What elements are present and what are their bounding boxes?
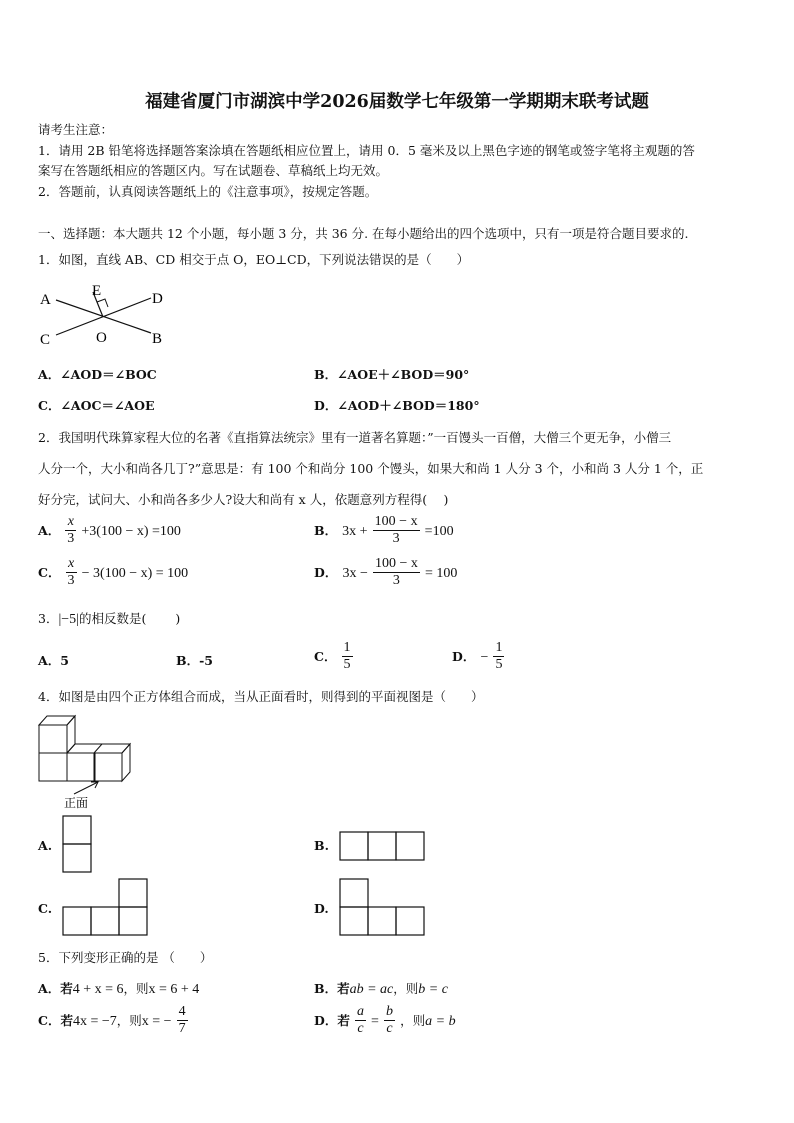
option-label: A． [38, 523, 61, 538]
fraction [384, 1004, 395, 1037]
question-1-option-b: B．∠AOE＋∠BOD＝90° [314, 367, 470, 382]
fraction [355, 1004, 366, 1037]
connector: ，则 [116, 1013, 142, 1028]
numerator: x [66, 556, 77, 573]
option-label: D． [452, 649, 476, 664]
question-1-option-d: D．∠AOD＋∠BOD＝180° [314, 398, 480, 413]
fraction [65, 514, 76, 547]
question-2-option-d [314, 556, 457, 589]
expression-prefix: 3x − [342, 566, 368, 581]
notice-item-2: 2．答题前，认真阅读答题纸上的《注意事项》，按规定答题。 [38, 184, 378, 199]
expression: − 3(100 − x) = 100 [81, 566, 189, 581]
question-2-line-1: 2．我国明代珠算家程大位的名著《直指算法统宗》里有一道著名算题：”一百馒头一百僧，大僧三个更无争，小僧三 [38, 430, 672, 445]
question-3-option-a: A．5 [38, 653, 69, 668]
denominator: 5 [495, 657, 503, 672]
option-label: A．若 [38, 981, 73, 996]
point-label-e: E [92, 283, 102, 299]
front-view-label: 正面 [64, 796, 89, 810]
question-number: 3． [38, 611, 59, 626]
question-1-option-a: A．∠AOD＝∠BOC [38, 367, 157, 382]
expression: ab = ac [349, 982, 394, 997]
numerator: 1 [495, 640, 503, 655]
fraction [177, 1004, 188, 1037]
point-label-b: B [152, 331, 163, 347]
question-5-option-a [38, 978, 199, 998]
expression: =100 [424, 524, 454, 539]
notice-heading: 请考生注意： [38, 122, 114, 137]
page-title: 福建省厦门市湖滨中学2026届数学七年级第一学期期末联考试题 [145, 92, 649, 112]
question-5-option-b [314, 978, 448, 998]
option-label: C． [314, 649, 337, 664]
numerator: 1 [343, 640, 351, 655]
question-3-option-d [452, 640, 504, 673]
fraction [66, 556, 77, 589]
question-1-option-c: C．∠AOC＝∠AOE [38, 398, 155, 413]
expression-prefix: 3x + [342, 524, 368, 539]
fraction [342, 640, 353, 673]
expression: b = c [418, 982, 448, 997]
absolute-value: |−5| [58, 612, 79, 627]
equals-sign: = [371, 1014, 379, 1029]
question-1-stem: 1．如图，直线 AB、CD 相交于点 O，EO⊥CD，下列说法错误的是（ ） [38, 252, 470, 267]
view-option-a [62, 815, 94, 875]
denominator: 5 [343, 657, 351, 672]
view-option-c [62, 878, 150, 938]
fraction [493, 640, 504, 673]
connector: ，则 [123, 981, 149, 996]
option-label: D． [314, 565, 338, 580]
connector: ，则 [393, 981, 419, 996]
minus-sign: − [480, 650, 489, 665]
expression: 4 + x = 6 [72, 982, 124, 997]
denominator: 3 [392, 531, 400, 546]
notice-item-1-line-2: 案写在答题纸相应的答题区内。写在试题卷、草稿纸上均无效。 [38, 163, 389, 178]
question-5-option-c [38, 1004, 188, 1037]
question-2-option-c [38, 556, 188, 589]
question-2-line-3: 好分完，试问大、小和尚各多少人?设大和尚有 x 人，依题意列方程得( ) [38, 492, 449, 507]
view-option-d [339, 878, 427, 938]
denominator: 7 [178, 1021, 186, 1036]
numerator: 4 [178, 1004, 186, 1019]
point-label-a: A [40, 292, 51, 308]
question-3-stem [38, 608, 180, 628]
question-4-stem: 4．如图是由四个正方体组合而成，当从正面看时，则得到的平面视图是（ ） [38, 689, 484, 704]
question-text: 的相反数是( ) [78, 611, 181, 626]
fraction [373, 514, 420, 547]
numerator: 100 − x [374, 514, 418, 529]
cube-stack-figure [36, 712, 136, 810]
option-label: C． [38, 565, 61, 580]
question-3-option-c [314, 640, 353, 673]
question-4-option-b-label: B. [314, 838, 329, 853]
denominator: 3 [67, 573, 75, 588]
numerator: b [386, 1004, 394, 1019]
numerator: x [65, 514, 76, 531]
denominator: 3 [67, 531, 75, 546]
question-4-option-d-label: D. [314, 901, 329, 916]
option-label: B．若 [314, 981, 350, 996]
denominator: c [386, 1021, 393, 1036]
question-5-stem: 5．下列变形正确的是 （ ） [38, 950, 213, 965]
question-3-option-b: B．-5 [176, 653, 213, 668]
question-4-option-c-label: C. [38, 901, 53, 916]
expression: x = − [141, 1014, 172, 1029]
section-heading: 一、选择题：本大题共 12 个小题，每小题 3 分，共 36 分. 在每小题给出的四个选项中，只有一项是符合题目要求的. [38, 226, 689, 241]
notice-item-1-line-1: 1．请用 2B 铅笔将选择题答案涂填在答题纸相应位置上，请用 0．5 毫米及以上黑色字迹的钢笔或签字笔将主观题的答 [38, 143, 695, 158]
view-option-b [339, 831, 427, 863]
question-2-option-a [38, 514, 181, 547]
question-2-option-b [314, 514, 454, 547]
expression: 4x = −7 [72, 1014, 117, 1029]
option-label: D．若 [314, 1013, 350, 1028]
point-label-o: O [96, 330, 107, 346]
numerator: 100 − x [374, 556, 418, 571]
point-label-d: D [152, 291, 163, 307]
point-label-c: C [40, 332, 51, 348]
connector: ，则 [400, 1013, 426, 1028]
option-label: B． [314, 523, 338, 538]
expression: x = 6 + 4 [148, 982, 200, 997]
option-label: C．若 [38, 1013, 73, 1028]
denominator: c [357, 1021, 364, 1036]
question-5-option-d [314, 1004, 456, 1037]
question-2-line-2: 人分一个，大小和尚各几丁?”意思是：有 100 个和尚分 100 个馒头，如果大和尚 1 人分 3 个，小和尚 3 人分 1 个，正 [38, 461, 704, 476]
expression: a = b [425, 1014, 456, 1029]
question-4-option-a-label: A. [38, 838, 53, 853]
expression: +3(100 − x) =100 [81, 524, 181, 539]
expression: = 100 [424, 566, 458, 581]
denominator: 3 [392, 573, 400, 588]
intersecting-lines-figure [36, 280, 176, 350]
numerator: a [356, 1004, 364, 1019]
fraction [373, 556, 420, 589]
